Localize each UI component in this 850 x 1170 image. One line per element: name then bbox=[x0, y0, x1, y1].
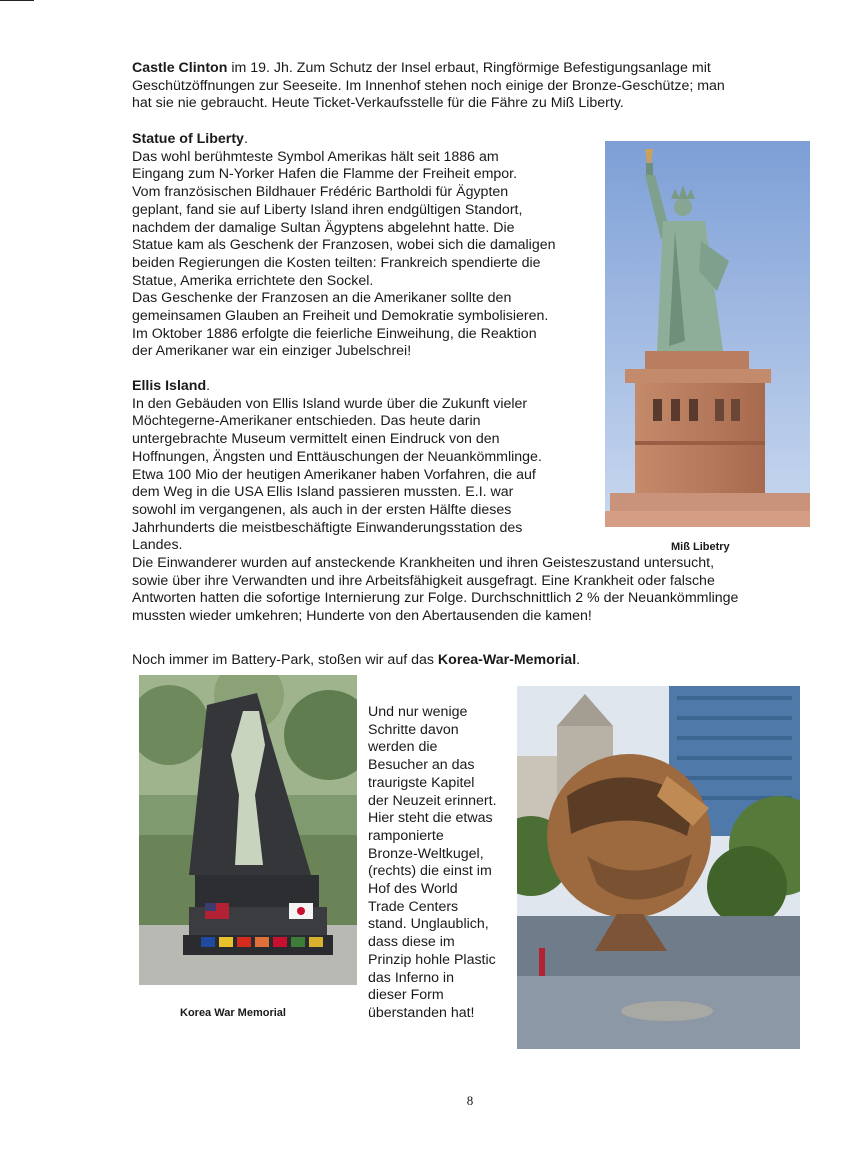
ellis-island-section bbox=[132, 378, 738, 626]
ellis-text-line: sowie über ihre Verwandten und ihre Arbeitsfähigkeit ausgefragt. Eine Krankheit oder falsche bbox=[132, 572, 715, 589]
statue-of-liberty-title: Statue of Liberty bbox=[132, 131, 244, 147]
statue-text-line: beiden Regierungen die Kosten teilten: Frankreich spendierte die bbox=[132, 254, 541, 271]
scan-edge-mark bbox=[0, 0, 34, 1]
statue-text-line: Eingang zum N-Yorker Hafen die Flamme der Freiheit empor. bbox=[132, 166, 518, 183]
castle-clinton-paragraph bbox=[132, 60, 725, 113]
statue-of-liberty-title-suffix: . bbox=[243, 131, 248, 147]
castle-clinton-line: hat sie nie gebraucht. Heute Ticket-Verkaufsstelle für die Fähre zu Miß Liberty. bbox=[132, 95, 624, 112]
sphere-text-line: werden die bbox=[368, 739, 438, 756]
ellis-text-line: Die Einwanderer wurden auf ansteckende Krankheiten und ihren Geisteszustand untersucht, bbox=[132, 555, 715, 572]
sphere-text-line: Und nur wenige bbox=[368, 704, 468, 720]
ellis-text-line: Antworten hatten die sofortige Internierung zur Folge. Durchschnittlich 2 % der Neuankömmlinge bbox=[132, 590, 739, 607]
sphere-text-line: traurigste Kapitel bbox=[368, 774, 475, 791]
sphere-text-column bbox=[368, 704, 497, 1023]
ellis-text-line: sowohl im vergangenen, als auch in der ersten Hälfte dieses bbox=[132, 501, 512, 518]
sphere-text-line: das Inferno in bbox=[368, 969, 454, 986]
ellis-text-line: In den Gebäuden von Ellis Island wurde über die Zukunft vieler bbox=[132, 395, 528, 412]
ellis-text-line: Landes. bbox=[132, 537, 183, 554]
statue-photo-caption: Miß Libetry bbox=[671, 541, 730, 553]
statue-text-line: der Amerikaner war ein einziger Jubelschrei! bbox=[132, 343, 412, 360]
sphere-text-line: Hof des World bbox=[368, 881, 458, 898]
sphere-text-line: dieser Form bbox=[368, 987, 444, 1004]
ellis-island-title-suffix: . bbox=[206, 378, 211, 394]
battery-park-suffix: . bbox=[576, 652, 581, 668]
sphere-text-line: stand. Unglaublich, bbox=[368, 916, 489, 933]
sphere-text-line: ramponierte bbox=[368, 827, 444, 844]
sphere-text-line: Bronze-Weltkugel, bbox=[368, 845, 484, 862]
castle-clinton-line: Geschützöffnungen zur Seeseite. Im Innenhof stehen noch einige der Bronze-Geschütze; man bbox=[132, 77, 725, 94]
ellis-text-line: Etwa 100 Mio der heutigen Amerikaner haben Vorfahren, die auf bbox=[132, 466, 536, 483]
statue-text-line: nachdem der damalige Sultan Ägyptens abgelehnt hatte. Die bbox=[132, 219, 515, 236]
sphere-text-line: der Neuzeit erinnert. bbox=[368, 792, 497, 809]
battery-park-prefix: Noch immer im Battery-Park, stoßen wir auf das bbox=[132, 652, 438, 668]
statue-text-line: Das wohl berühmteste Symbol Amerikas hält seit 1886 am bbox=[132, 148, 499, 165]
sphere-text-line: Trade Centers bbox=[368, 898, 459, 915]
statue-of-liberty-section bbox=[132, 131, 556, 361]
castle-clinton-title: Castle Clinton bbox=[132, 60, 228, 76]
castle-clinton-line: im 19. Jh. Zum Schutz der Insel erbaut, Ringförmige Befestigungsanlage mit bbox=[227, 60, 711, 76]
ellis-text-line: Möchtegerne-Amerikaner entschieden. Das heute darin bbox=[132, 413, 481, 430]
ellis-text-line: Hoffnungen, Ängsten und Enttäuschungen der Neuankömmlinge. bbox=[132, 448, 542, 465]
wtc-sphere-photo bbox=[517, 686, 800, 1049]
ellis-text-line: Jahrhunderts die meistbeschäftigte Einwanderungsstation des bbox=[132, 519, 523, 536]
sphere-text-line: dass diese im bbox=[368, 934, 455, 951]
statue-text-line: Statue, Amerika errichtete den Sockel. bbox=[132, 272, 374, 289]
sphere-text-line: Prinzip hohle Plastic bbox=[368, 951, 496, 968]
battery-park-sentence bbox=[132, 652, 580, 670]
sphere-text-line: (rechts) die einst im bbox=[368, 863, 492, 880]
statue-text-line: geplant, fand sie auf Liberty Island ihren endgültigen Standort, bbox=[132, 201, 523, 218]
sphere-text-line: Besucher an das bbox=[368, 757, 475, 774]
korea-war-memorial-photo bbox=[139, 675, 357, 985]
sphere-text-line: Schritte davon bbox=[368, 721, 459, 738]
ellis-text-line: mussten wieder umkehren; Hunderte von den Abertausenden die kamen! bbox=[132, 608, 592, 625]
statue-text-line: Im Oktober 1886 erfolgte die feierliche Einweihung, die Reaktion bbox=[132, 325, 537, 342]
ellis-text-line: dem Weg in die USA Ellis Island passieren mussten. E.I. war bbox=[132, 484, 514, 501]
ellis-island-title: Ellis Island bbox=[132, 378, 207, 394]
korea-memorial-caption: Korea War Memorial bbox=[180, 1007, 286, 1019]
sphere-text-line: überstanden hat! bbox=[368, 1004, 475, 1021]
page-number: 8 bbox=[466, 1093, 474, 1108]
statue-text-line: Das Geschenke der Franzosen an die Amerikaner sollte den bbox=[132, 290, 512, 307]
korea-war-memorial-highlight: Korea-War-Memorial bbox=[437, 652, 577, 668]
statue-text-line: gemeinsamen Glauben an Freiheit und Demokratie symbolisieren. bbox=[132, 308, 549, 325]
ellis-text-line: untergebrachte Museum vermittelt einen Eindruck von den bbox=[132, 431, 500, 448]
statue-text-line: Vom französischen Bildhauer Frédéric Bartholdi für Ägypten bbox=[132, 184, 509, 201]
sphere-text-line: Hier steht die etwas bbox=[368, 810, 493, 827]
statue-text-line: Statue kam als Geschenk der Franzosen, wobei sich die damaligen bbox=[132, 237, 556, 254]
